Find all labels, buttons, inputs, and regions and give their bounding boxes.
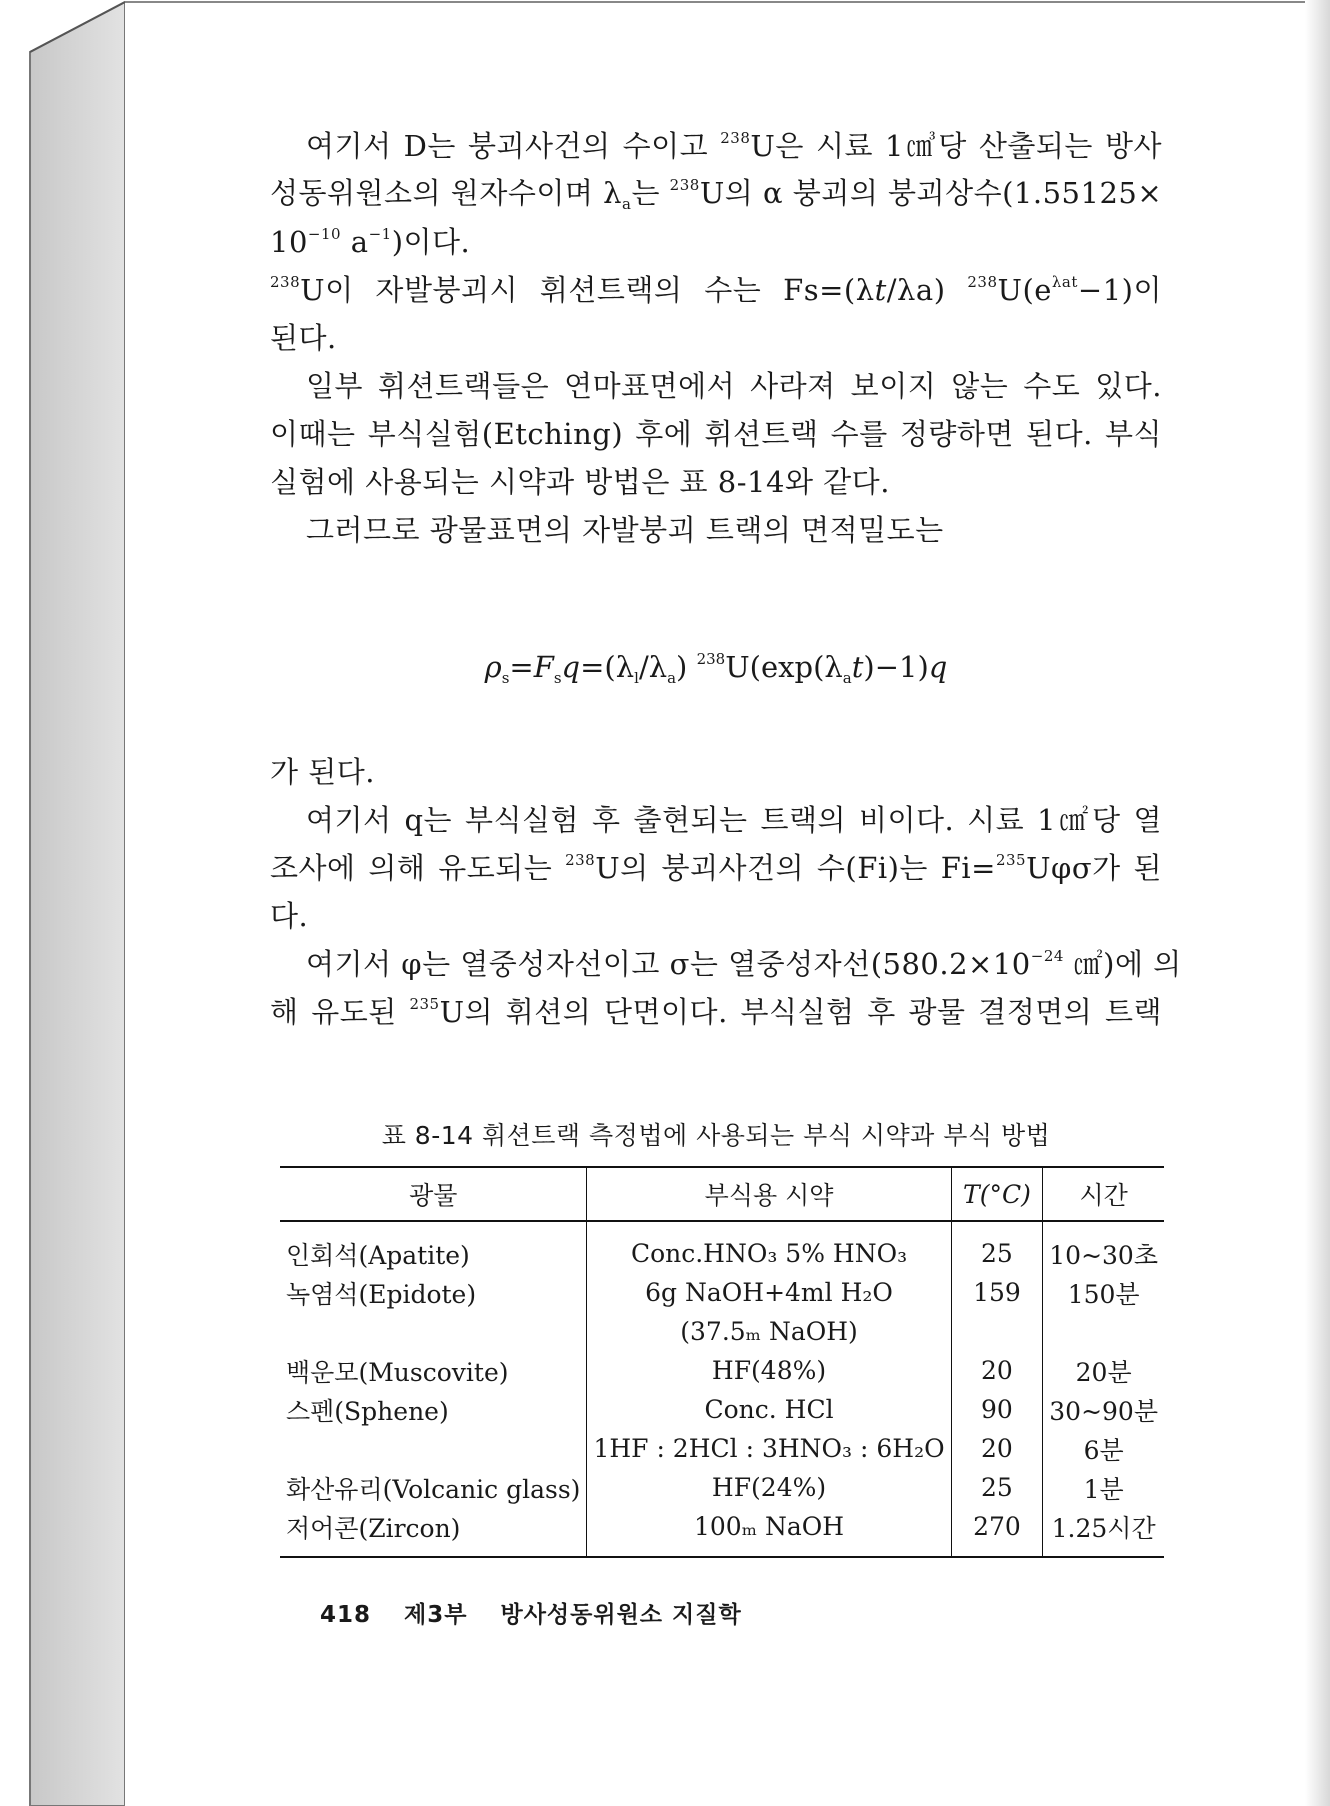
page-footer	[320, 1596, 766, 1629]
cell-mineral: 스펜(Sphene)	[280, 1390, 587, 1429]
equation: $\rho_s=F_sq=(\lambda_l/\lambda_a)$ $^{238}U(\exp(\lambda_at)-1)q$	[484, 650, 948, 687]
text-line: $^{238}$U이 자발붕괴시 휘션트랙의 수는 Fs=(λt/λa) $^{238}U(e^{\lambda at}-1)$이	[270, 273, 1162, 307]
page-number: 418	[320, 1602, 372, 1628]
text-line: 여기서 D는 붕괴사건의 수이고 $^{238}$U은 시료 1㎤당 산출되는 방사	[306, 129, 1163, 163]
text-line: $10^{-10}$ $a^{-1}$)이다.	[270, 225, 471, 259]
text-line: 조사에 의해 유도되는 $^{238}$U의 붕괴사건의 수(Fi)는 Fi=$^{235}$Uφσ가 된	[270, 851, 1162, 885]
table-row	[280, 1312, 1164, 1351]
header-reagent: 부식용 시약	[587, 1167, 951, 1221]
cell-reagent: 100ₘ NaOH	[587, 1507, 951, 1557]
table-row	[280, 1468, 1164, 1507]
table-row	[280, 1390, 1164, 1429]
cell-reagent: Conc. HCl	[587, 1390, 951, 1429]
cell-temperature: 270	[951, 1507, 1043, 1557]
table-row	[280, 1429, 1164, 1468]
cell-temperature: 25	[951, 1468, 1043, 1507]
cell-mineral: 화산유리(Volcanic glass)	[280, 1468, 587, 1507]
cell-reagent: (37.5ₘ NaOH)	[587, 1312, 951, 1351]
text-line: 여기서 q는 부식실험 후 출현되는 트랙의 비이다. 시료 1㎠당 열	[306, 803, 1162, 837]
cell-time: 30~90분	[1049, 1396, 1158, 1426]
header-time: 시간	[1043, 1167, 1164, 1221]
header-mineral: 광물	[280, 1167, 587, 1221]
cell-mineral: 백운모(Muscovite)	[280, 1351, 587, 1390]
text-line: 다.	[270, 899, 309, 933]
text-line: 여기서 φ는 열중성자선이고 σ는 열중성자선($580.2\times 10^{-24}$ ㎠)에 의	[306, 947, 1182, 981]
table-row	[280, 1273, 1164, 1312]
cell-temperature	[951, 1312, 1043, 1351]
cell-temperature: 25	[951, 1221, 1043, 1273]
table-row	[280, 1351, 1164, 1390]
cell-mineral	[280, 1429, 587, 1468]
table-header-row	[280, 1167, 1164, 1221]
footer-part: 제3부	[404, 1602, 468, 1628]
text-line: 그러므로 광물표면의 자발붕괴 트랙의 면적밀도는	[306, 513, 944, 547]
text-line: 된다.	[270, 321, 337, 355]
cell-mineral: 인회석(Apatite)	[280, 1221, 587, 1273]
text-line: 해 유도된 $^{235}$U의 휘션의 단면이다. 부식실험 후 광물 결정면의 트랙	[270, 995, 1162, 1029]
cell-time: 20분	[1075, 1357, 1132, 1387]
cell-mineral	[280, 1312, 587, 1351]
text-line: 성동위원소의 원자수이며 $\lambda_a$는 $^{238}$U의 α 붕괴의 붕괴상수(1.55125×	[270, 176, 1163, 213]
cell-reagent: 1HF : 2HCl : 3HNO₃ : 6H₂O	[587, 1429, 951, 1468]
cell-mineral: 저어콘(Zircon)	[280, 1507, 587, 1557]
cell-time: 1.25시간	[1043, 1507, 1164, 1557]
cell-time: 10~30초	[1049, 1240, 1158, 1270]
table-row	[280, 1507, 1164, 1557]
footer-title: 방사성동위원소 지질학	[500, 1602, 742, 1628]
cell-time: 1분	[1083, 1474, 1124, 1504]
cell-reagent: HF(24%)	[587, 1468, 951, 1507]
text-line: 실험에 사용되는 시약과 방법은 표 8-14와 같다.	[270, 465, 890, 499]
cell-temperature: 90	[951, 1390, 1043, 1429]
cell-time: 150분	[1067, 1279, 1140, 1309]
cell-mineral: 녹염석(Epidote)	[280, 1273, 587, 1312]
table-caption: 표 8-14 휘션트랙 측정법에 사용되는 부식 시약과 부식 방법	[381, 1121, 1051, 1150]
header-temperature: T(°C)	[951, 1167, 1043, 1221]
text-line: 일부 휘션트랙들은 연마표면에서 사라져 보이지 않는 수도 있다.	[306, 369, 1162, 403]
text-line: 가 된다.	[270, 755, 375, 789]
cell-reagent: 6g NaOH+4ml H₂O	[587, 1273, 951, 1312]
cell-reagent: HF(48%)	[587, 1351, 951, 1390]
cell-temperature: 159	[951, 1273, 1043, 1312]
table-row	[280, 1221, 1164, 1273]
cell-temperature: 20	[951, 1429, 1043, 1468]
text-line: 이때는 부식실험(Etching) 후에 휘션트랙 수를 정량하면 된다. 부식	[270, 417, 1162, 451]
etching-table	[280, 1166, 1164, 1558]
cell-time: 6분	[1083, 1435, 1124, 1465]
cell-reagent: Conc.HNO₃ 5% HNO₃	[587, 1221, 951, 1273]
cell-temperature: 20	[951, 1351, 1043, 1390]
cell-time	[1043, 1312, 1164, 1351]
